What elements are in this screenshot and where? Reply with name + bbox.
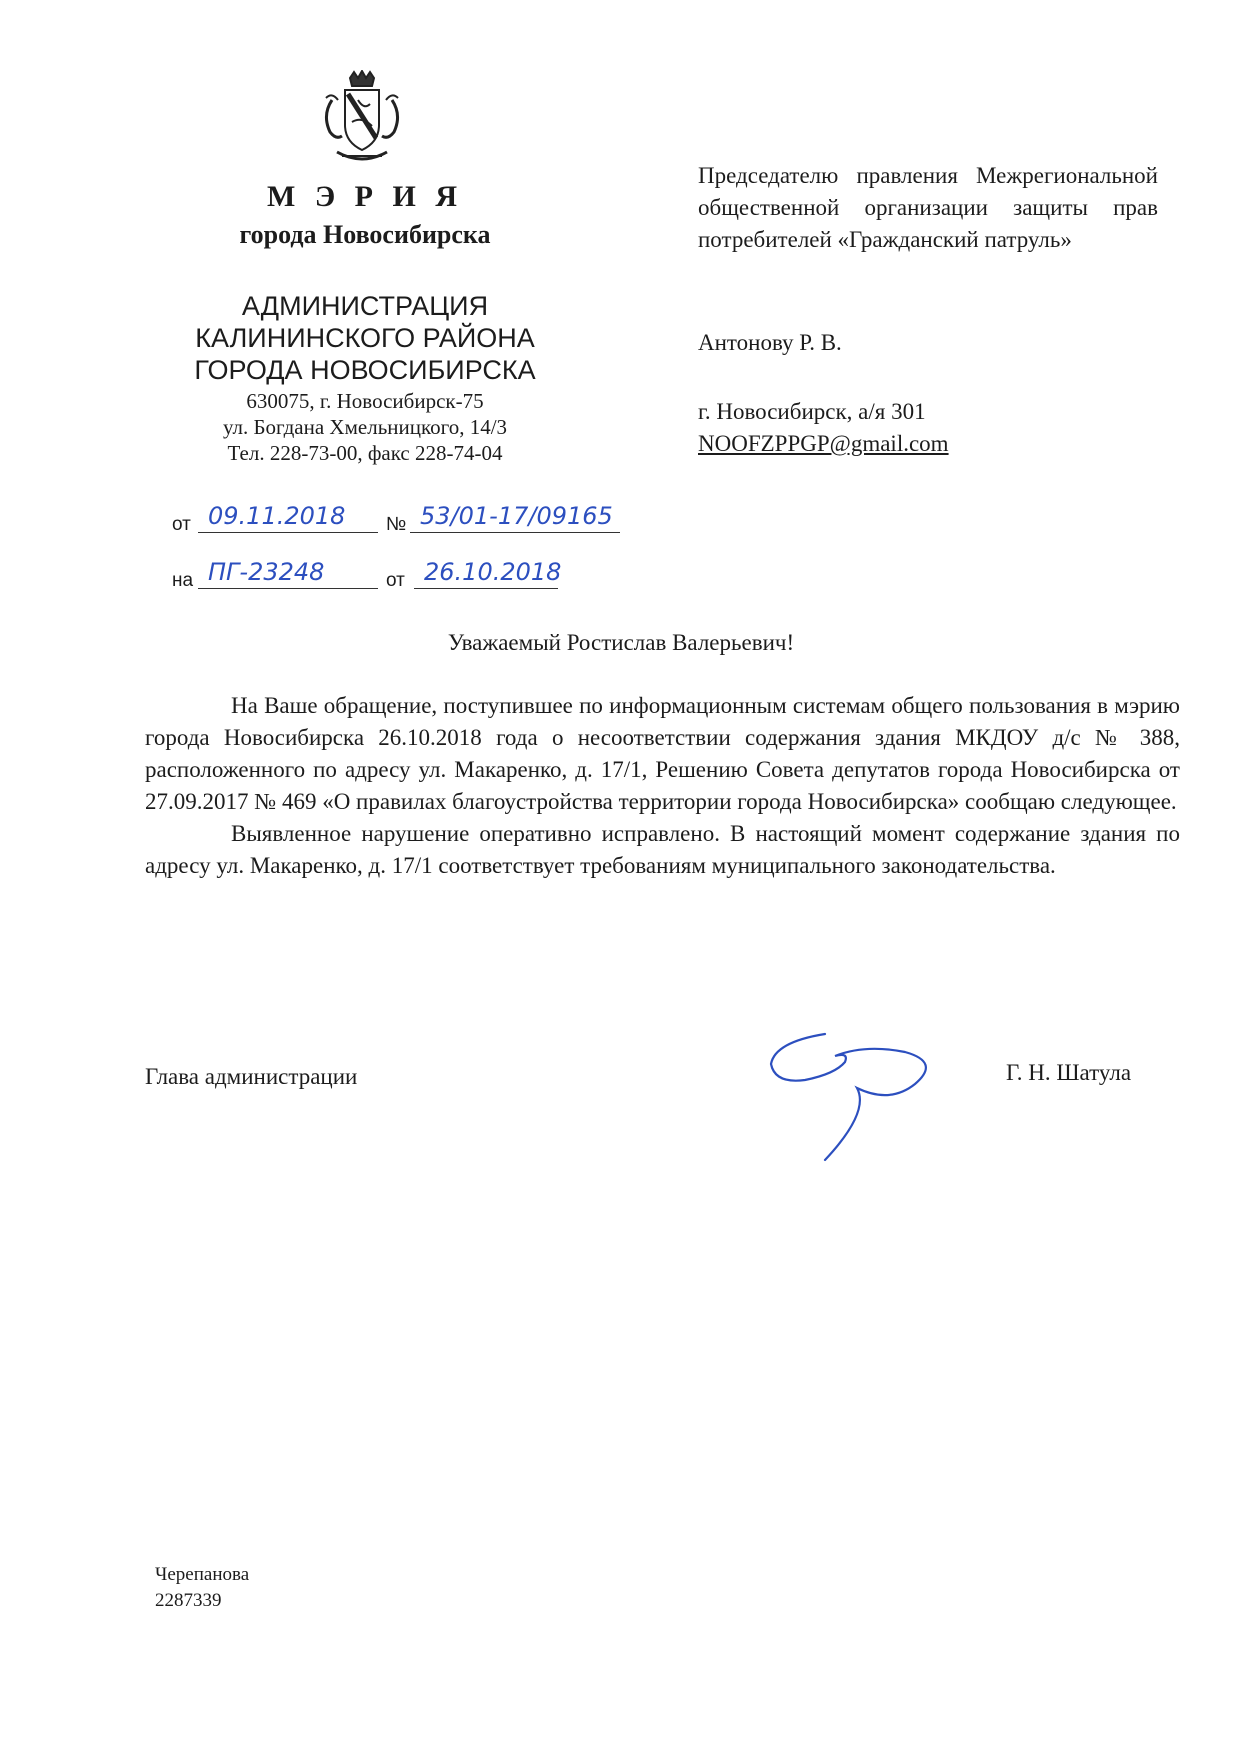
reg-ot-field [198, 504, 378, 533]
reg-no-field [410, 504, 620, 533]
reg-ot2-value: 26.10.2018 [424, 558, 562, 586]
recipient-email: NOOFZPPGP@gmail.com [698, 431, 949, 456]
reg-na-value: ПГ-23248 [208, 558, 325, 586]
recipient-name: Антонову Р. В. [698, 330, 842, 355]
coat-of-arms-emblem [312, 70, 412, 170]
admin-line: АДМИНИСТРАЦИЯ [241, 291, 489, 321]
body-paragraph: На Ваше обращение, поступившее по информационным системам общего пользования в мэрию города Новосибирска 26.10.2018 года о несоответствии содержания здания МКДОУ д/с № 388, расположенного по адресу ул. Макаренко, д. 17/1, Решению Совета депутатов города Новосибирска от 27.09.2017 № 469 «О правилах благоустройства территории города Новосибирска» сообщаю следующее. [145, 693, 1180, 814]
reg-ot2-field [414, 558, 562, 589]
administration-name [150, 290, 580, 386]
recipient-address: г. Новосибирск, а/я 301 [698, 399, 926, 424]
letter-body [145, 690, 1180, 882]
signatory-role: Глава администрации [145, 1064, 358, 1089]
executor-phone: 2287339 [155, 1590, 222, 1611]
meriya-city: города Новосибирска [239, 220, 491, 249]
handwritten-signature [765, 1022, 945, 1162]
admin-line: ГОРОДА НОВОСИБИРСКА [194, 355, 536, 385]
meriya-title: М Э Р И Я [267, 180, 463, 213]
reg-na-field [198, 560, 378, 589]
address-line: 630075, г. Новосибирск-75 [246, 389, 484, 413]
recipient-address-block [698, 396, 949, 460]
reg-ot2-label: от [386, 570, 405, 591]
executor-block [155, 1562, 249, 1614]
address-line: ул. Богдана Хмельницкого, 14/3 [222, 415, 508, 439]
reg-no-value: 53/01-17/09165 [420, 502, 613, 530]
admin-line: КАЛИНИНСКОГО РАЙОНА [195, 323, 535, 353]
reg-na-label: на [172, 570, 194, 591]
executor-name: Черепанова [155, 1564, 250, 1585]
administration-address [150, 388, 580, 466]
recipient-position: Председателю правления Межрегиональной общественной организации защиты прав потребителей «Гражданский патруль» [698, 163, 1158, 252]
signatory-name: Г. Н. Шатула [1006, 1060, 1132, 1085]
body-paragraph: Выявленное нарушение оперативно исправлено. В настоящий момент содержание здания по адресу ул. Макаренко, д. 17/1 соответствует требованиям муниципального законодательства. [145, 821, 1180, 878]
reg-ot-label: от [172, 514, 191, 535]
reg-no-label: № [386, 514, 407, 535]
address-line: Тел. 228-73-00, факс 228-74-04 [227, 441, 503, 465]
reg-ot-value: 09.11.2018 [208, 502, 346, 530]
salutation: Уважаемый Ростислав Валерьевич! [447, 630, 795, 655]
